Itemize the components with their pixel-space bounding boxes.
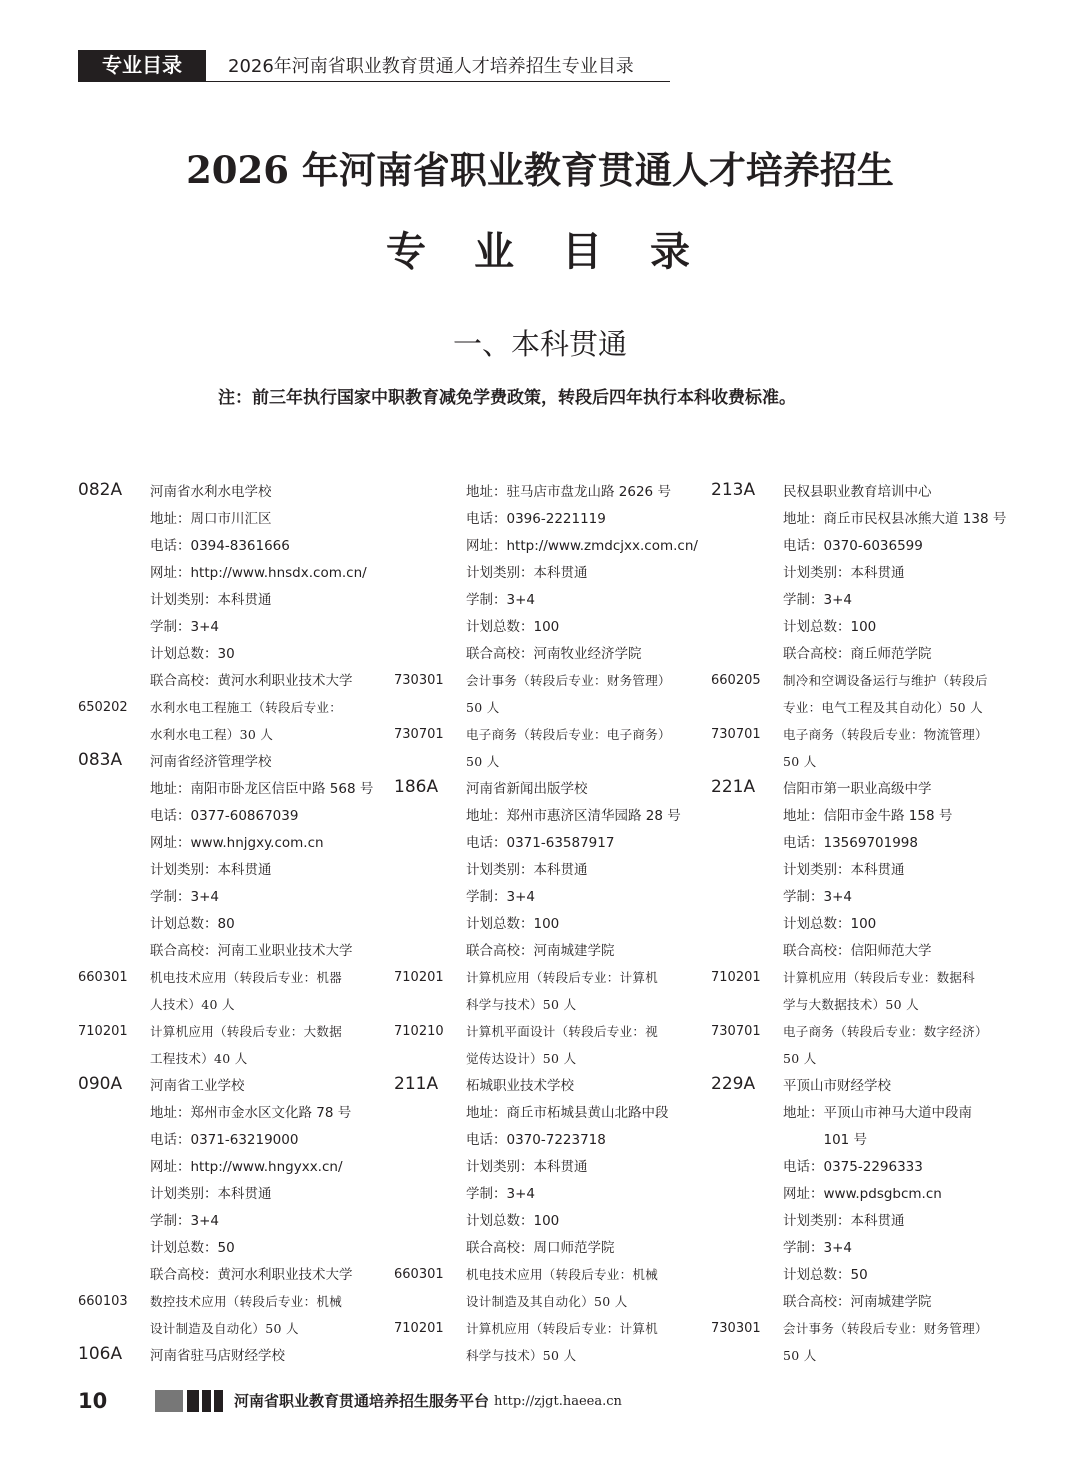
school-info-line: [78, 667, 398, 694]
footer-url[interactable]: http://zjgt.haeea.cn: [494, 1394, 622, 1409]
school-info-line: [711, 1153, 1031, 1180]
info-text: 联合高校：河南工业职业技术大学: [150, 943, 353, 959]
major-description: 设计制造及其自动化）50 人: [466, 1294, 628, 1309]
school-code: 106A: [78, 1344, 123, 1364]
major-code: 730301: [394, 673, 444, 688]
major-code: 660301: [394, 1267, 444, 1282]
school-entry: [78, 1342, 398, 1369]
info-text: 计划类别：本科贯通: [150, 862, 272, 878]
info-text: 网址：www.pdsgbcm.cn: [783, 1186, 942, 1202]
major-code: 650202: [78, 700, 128, 715]
school-info-line: [711, 910, 1031, 937]
major-description: 计算机应用（转段后专业：计算机: [466, 970, 659, 985]
info-text: 学制：3+4: [150, 619, 219, 635]
info-text: 计划总数：50: [783, 1267, 868, 1283]
major-entry: [394, 721, 714, 748]
major-description: 数控技术应用（转段后专业：机械: [150, 1294, 343, 1309]
info-text: 联合高校：河南城建学院: [783, 1294, 932, 1310]
school-info-line: [711, 1234, 1031, 1261]
major-code: 660205: [711, 673, 761, 688]
major-description: 电子商务（转段后专业：物流管理）: [783, 727, 988, 742]
school-info-line: [394, 910, 714, 937]
major-description: 50 人: [466, 754, 500, 769]
info-text: 地址：郑州市惠济区清华园路 28 号: [466, 808, 681, 824]
major-code: 730701: [711, 727, 761, 742]
info-text: 计划总数：50: [150, 1240, 235, 1256]
school-info-line: [394, 1126, 714, 1153]
catalog-column-3: [711, 478, 1031, 1369]
major-description: 50 人: [783, 1051, 817, 1066]
major-entry: [394, 964, 714, 991]
school-info-line: [78, 586, 398, 613]
school-name: 信阳市第一职业高级中学: [783, 781, 932, 797]
major-description: 计算机平面设计（转段后专业：视: [466, 1024, 659, 1039]
info-text: 联合高校：信阳师范大学: [783, 943, 932, 959]
info-text: 计划类别：本科贯通: [466, 1159, 588, 1175]
school-name: 河南省新闻出版学校: [466, 781, 588, 797]
info-text: 联合高校：周口师范学院: [466, 1240, 615, 1256]
major-entry: [394, 748, 714, 775]
major-description: 机电技术应用（转段后专业：机器: [150, 970, 343, 985]
info-text: 计划类别：本科贯通: [783, 1213, 905, 1229]
major-description: 计算机应用（转段后专业：大数据: [150, 1024, 343, 1039]
info-text: 计划总数：80: [150, 916, 235, 932]
major-entry: [78, 1045, 398, 1072]
school-info-line: [78, 1207, 398, 1234]
info-text: 计划总数：100: [466, 1213, 560, 1229]
info-text: 101 号: [783, 1132, 868, 1148]
major-description: 人技术）40 人: [150, 997, 235, 1012]
info-text: 网址：http://www.hngyxx.cn/: [150, 1159, 343, 1175]
info-text: 学制：3+4: [150, 889, 219, 905]
school-info-line: [394, 613, 714, 640]
major-description: 计算机应用（转段后专业：计算机: [466, 1321, 659, 1336]
major-entry: [711, 964, 1031, 991]
school-info-line: [78, 775, 398, 802]
info-text: 电话：0370-6036599: [783, 538, 923, 554]
major-entry: [394, 1342, 714, 1369]
catalog-column-1: [78, 478, 398, 1369]
school-name: 民权县职业教育培训中心: [783, 484, 932, 500]
major-entry: [394, 694, 714, 721]
major-code: 710201: [711, 970, 761, 985]
school-code: 211A: [394, 1074, 439, 1094]
info-text: 地址：商丘市柘城县黄山北路中段: [466, 1105, 669, 1121]
major-entry: [711, 991, 1031, 1018]
major-entry: [394, 1018, 714, 1045]
school-info-line: [394, 802, 714, 829]
footer-platform-name: 河南省职业教育贯通培养招生服务平台: [234, 1392, 490, 1410]
school-name: 柘城职业技术学校: [466, 1078, 574, 1094]
info-text: 地址：信阳市金牛路 158 号: [783, 808, 953, 824]
major-description: 工程技术）40 人: [150, 1051, 248, 1066]
school-info-line: [394, 586, 714, 613]
info-text: 计划类别：本科贯通: [150, 592, 272, 608]
school-info-line: [78, 532, 398, 559]
info-text: 地址：周口市川汇区: [150, 511, 272, 527]
school-code: 229A: [711, 1074, 756, 1094]
info-text: 电话：0371-63219000: [150, 1132, 299, 1148]
major-entry: [711, 721, 1031, 748]
school-info-line: [711, 883, 1031, 910]
info-text: 计划总数：100: [466, 619, 560, 635]
info-text: 计划总数：100: [466, 916, 560, 932]
school-info-line: [711, 856, 1031, 883]
school-entry: [711, 478, 1031, 505]
school-entry: [711, 775, 1031, 802]
major-description: 50 人: [783, 1348, 817, 1363]
major-description: 觉传达设计）50 人: [466, 1051, 577, 1066]
school-info-line: [78, 559, 398, 586]
info-text: 计划类别：本科贯通: [783, 862, 905, 878]
school-info-line: [711, 505, 1031, 532]
school-info-line: [394, 1153, 714, 1180]
major-entry: [78, 1288, 398, 1315]
school-info-line: [711, 1288, 1031, 1315]
major-description: 设计制造及自动化）50 人: [150, 1321, 299, 1336]
school-info-line: [711, 640, 1031, 667]
header-tag: 专业目录: [78, 50, 206, 81]
school-info-line: [394, 829, 714, 856]
school-info-line: [78, 856, 398, 883]
info-text: 地址：商丘市民权县冰熊大道 138 号: [783, 511, 1007, 527]
info-text: 计划总数：30: [150, 646, 235, 662]
major-code: 660103: [78, 1294, 128, 1309]
major-entry: [78, 1315, 398, 1342]
school-entry: [78, 1072, 398, 1099]
school-info-line: [394, 505, 714, 532]
info-text: 地址：平顶山市神马大道中段南: [783, 1105, 972, 1121]
info-text: 学制：3+4: [466, 592, 535, 608]
major-code: 710201: [78, 1024, 128, 1039]
major-entry: [711, 1045, 1031, 1072]
school-name: 河南省水利水电学校: [150, 484, 272, 500]
major-description: 机电技术应用（转段后专业：机械: [466, 1267, 659, 1282]
info-text: 电话：0396-2221119: [466, 511, 606, 527]
school-info-line: [78, 883, 398, 910]
info-text: 计划总数：100: [783, 916, 877, 932]
major-entry: [711, 748, 1031, 775]
running-header: [78, 50, 670, 82]
major-description: 专业：电气工程及其自动化）50 人: [783, 700, 983, 715]
school-entry: [78, 748, 398, 775]
school-info-line: [711, 613, 1031, 640]
info-text: 计划类别：本科贯通: [466, 565, 588, 581]
footer-bar: [202, 1390, 211, 1412]
info-text: 学制：3+4: [783, 1240, 852, 1256]
school-info-line: [394, 1180, 714, 1207]
school-info-line: [78, 802, 398, 829]
school-name: 河南省驻马店财经学校: [150, 1348, 285, 1364]
info-text: 计划类别：本科贯通: [466, 862, 588, 878]
school-info-line: [394, 1099, 714, 1126]
major-code: 730301: [711, 1321, 761, 1336]
major-entry: [711, 1342, 1031, 1369]
info-text: 网址：www.hnjgxy.com.cn: [150, 835, 324, 851]
school-info-line: [78, 937, 398, 964]
info-text: 电话：0371-63587917: [466, 835, 615, 851]
page-number: 10: [78, 1389, 108, 1413]
major-entry: [394, 1261, 714, 1288]
school-info-line: [394, 937, 714, 964]
school-info-line: [394, 532, 714, 559]
school-info-line: [711, 559, 1031, 586]
major-entry: [711, 1315, 1031, 1342]
school-info-line: [78, 505, 398, 532]
info-text: 联合高校：黄河水利职业技术大学: [150, 1267, 353, 1283]
info-text: 电话：0370-7223718: [466, 1132, 606, 1148]
major-code: 710201: [394, 970, 444, 985]
school-name: 河南省工业学校: [150, 1078, 245, 1094]
school-code: 090A: [78, 1074, 123, 1094]
school-info-line: [394, 883, 714, 910]
major-description: 科学与技术）50 人: [466, 997, 577, 1012]
school-entry: [78, 478, 398, 505]
major-entry: [711, 667, 1031, 694]
school-info-line: [394, 856, 714, 883]
info-text: 学制：3+4: [783, 592, 852, 608]
major-entry: [78, 964, 398, 991]
major-description: 科学与技术）50 人: [466, 1348, 577, 1363]
major-entry: [711, 1018, 1031, 1045]
major-description: 电子商务（转段后专业：电子商务）: [466, 727, 671, 742]
major-description: 电子商务（转段后专业：数字经济）: [783, 1024, 988, 1039]
info-text: 地址：郑州市金水区文化路 78 号: [150, 1105, 352, 1121]
school-info-line: [711, 937, 1031, 964]
section-heading: 一、本科贯通: [452, 327, 627, 361]
major-entry: [394, 667, 714, 694]
major-entry: [78, 694, 398, 721]
info-text: 计划类别：本科贯通: [150, 1186, 272, 1202]
school-info-line: [78, 613, 398, 640]
school-code: 082A: [78, 480, 123, 500]
major-description: 计算机应用（转段后专业：数据科: [783, 970, 976, 985]
info-text: 计划类别：本科贯通: [783, 565, 905, 581]
info-text: 电话：0375-2296333: [783, 1159, 923, 1175]
school-code: 221A: [711, 777, 756, 797]
major-entry: [78, 1018, 398, 1045]
major-description: 会计事务（转段后专业：财务管理）: [466, 673, 671, 688]
info-text: 地址：驻马店市盘龙山路 2626 号: [466, 484, 671, 500]
school-info-line: [711, 1099, 1031, 1126]
school-info-line: [711, 1261, 1031, 1288]
catalog-column-2: [394, 478, 714, 1369]
major-code: 730701: [394, 727, 444, 742]
major-entry: [394, 1045, 714, 1072]
school-info-line: [711, 829, 1031, 856]
school-entry: [394, 775, 714, 802]
school-code: 213A: [711, 480, 756, 500]
major-entry: [394, 991, 714, 1018]
info-text: 学制：3+4: [466, 1186, 535, 1202]
major-description: 学与大数据技术）50 人: [783, 997, 919, 1012]
major-entry: [394, 1288, 714, 1315]
school-info-line: [78, 1099, 398, 1126]
info-text: 电话：0394-8361666: [150, 538, 290, 554]
school-info-line: [394, 1234, 714, 1261]
major-description: 50 人: [466, 700, 500, 715]
school-info-line: [711, 532, 1031, 559]
school-info-line: [394, 478, 714, 505]
school-code: 083A: [78, 750, 123, 770]
info-text: 学制：3+4: [466, 889, 535, 905]
school-entry: [711, 1072, 1031, 1099]
school-info-line: [78, 1261, 398, 1288]
footer-bar: [187, 1390, 199, 1412]
major-entry: [78, 991, 398, 1018]
school-info-line: [394, 1207, 714, 1234]
major-description: 水利水电工程施工（转段后专业：: [150, 700, 343, 715]
school-info-line: [78, 640, 398, 667]
school-name: 河南省经济管理学校: [150, 754, 272, 770]
info-text: 联合高校：黄河水利职业技术大学: [150, 673, 353, 689]
footer-bar: [214, 1390, 223, 1412]
school-info-line: [711, 1207, 1031, 1234]
major-description: 制冷和空调设备运行与维护（转段后: [783, 673, 988, 688]
info-text: 地址：南阳市卧龙区信臣中路 568 号: [150, 781, 374, 797]
major-entry: [711, 694, 1031, 721]
school-info-line: [78, 1234, 398, 1261]
info-text: 网址：http://www.hnsdx.com.cn/: [150, 565, 367, 581]
fee-note: 注：前三年执行国家中职教育减免学费政策，转段后四年执行本科收费标准。: [218, 388, 796, 408]
school-info-line: [78, 1180, 398, 1207]
major-entry: [394, 1315, 714, 1342]
info-text: 学制：3+4: [150, 1213, 219, 1229]
major-description: 会计事务（转段后专业：财务管理）: [783, 1321, 988, 1336]
document-subtitle: 专 业 目 录: [386, 228, 694, 275]
school-info-line: [711, 1126, 1031, 1153]
school-info-line: [711, 802, 1031, 829]
school-info-line: [394, 640, 714, 667]
school-info-line: [78, 910, 398, 937]
school-info-line: [711, 1180, 1031, 1207]
info-text: 计划总数：100: [783, 619, 877, 635]
info-text: 联合高校：河南牧业经济学院: [466, 646, 642, 662]
footer-bar: [155, 1390, 183, 1412]
school-info-line: [78, 1153, 398, 1180]
major-entry: [78, 721, 398, 748]
school-info-line: [78, 829, 398, 856]
school-info-line: [78, 1126, 398, 1153]
major-code: 710210: [394, 1024, 444, 1039]
info-text: 联合高校：商丘师范学院: [783, 646, 932, 662]
info-text: 联合高校：河南城建学院: [466, 943, 615, 959]
school-info-line: [394, 559, 714, 586]
info-text: 电话：13569701998: [783, 835, 918, 851]
school-name: 平顶山市财经学校: [783, 1078, 891, 1094]
major-code: 710201: [394, 1321, 444, 1336]
school-code: 186A: [394, 777, 439, 797]
major-description: 50 人: [783, 754, 817, 769]
school-info-line: [711, 586, 1031, 613]
major-description: 水利水电工程）30 人: [150, 727, 274, 742]
header-title: 2026年河南省职业教育贯通人才培养招生专业目录: [228, 56, 634, 77]
document-title: 2026 年河南省职业教育贯通人才培养招生: [186, 148, 894, 192]
school-entry: [394, 1072, 714, 1099]
info-text: 网址：http://www.zmdcjxx.com.cn/: [466, 538, 698, 554]
info-text: 电话：0377-60867039: [150, 808, 299, 824]
info-text: 学制：3+4: [783, 889, 852, 905]
major-code: 660301: [78, 970, 128, 985]
major-code: 730701: [711, 1024, 761, 1039]
